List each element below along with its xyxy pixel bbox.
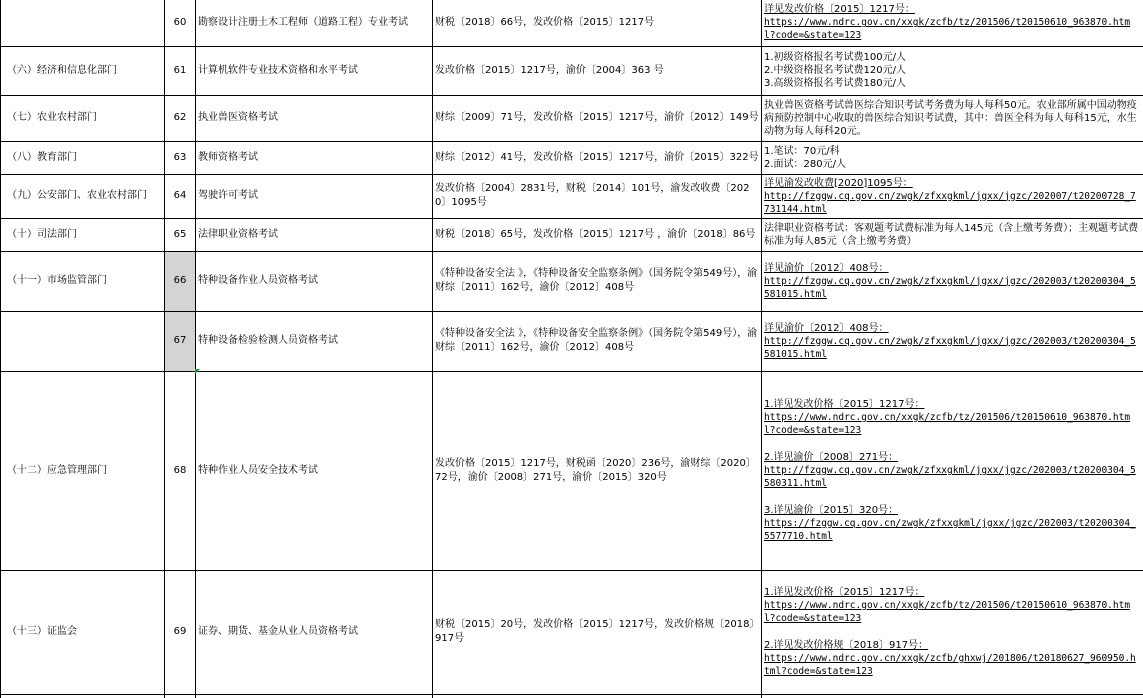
number-cell[interactable]: 64 [165,174,196,218]
notes-cell[interactable] [762,0,1143,46]
basis-cell[interactable]: 财税〔2015〕20号，发改价格〔2015〕1217号，发改价格规〔2018〕917号 [433,570,762,694]
exam-cell[interactable]: 法律职业资格考试 [196,218,433,251]
table-row [1,141,1143,174]
note-line: 3.高级资格报名考试费180元/人 [764,78,906,89]
exam-cell[interactable]: 特种设备作业人员资格考试 [196,251,433,311]
basis-cell[interactable]: 财税〔2018〕66号，发改价格〔2015〕1217号 [433,0,762,46]
note-link[interactable]: https://www.ndrc.gov.cn/xxgk/zcfb/tz/201506/t20150610_963870.html?code=&state=123 [764,412,1131,436]
number-cell[interactable]: 68 [165,371,196,570]
cell-comment-marker [195,369,200,374]
note-line: 详见渝价〔2012〕408号： [764,262,889,274]
notes-cell[interactable] [762,141,1143,174]
basis-cell[interactable]: 《特种设备安全法 》，《特种设备安全监察条例》（国务院令第549号），渝财综〔2011〕162号，渝价〔2012〕408号 [433,251,762,311]
empty-cell[interactable] [762,694,1143,698]
empty-cell[interactable] [165,694,196,698]
note-link[interactable]: https://www.ndrc.gov.cn/xxgk/zcfb/tz/201506/t20150610_963870.html?code=&state=123 [764,17,1131,42]
exam-cell[interactable]: 特种设备检验检测人员资格考试 [196,311,433,371]
notes-cell[interactable] [762,570,1143,694]
note-line: 详见发改价格〔2015〕1217号： [764,4,915,16]
note-line: 1.详见发改价格〔2015〕1217号： [764,587,925,598]
note-line: 2.详见渝价〔2008〕271号： [764,452,899,463]
table-row [1,46,1143,95]
table-row [1,371,1143,570]
note-line: 详见渝发改收费[2020]1095号： [764,177,913,189]
note-link[interactable]: http://fzggw.cq.gov.cn/zwgk/zfxxgkml/jgxx/jgzc/202003/t20200304_5580311.html [764,465,1136,489]
department-cell[interactable]: （十一）市场监管部门 [1,251,165,311]
notes-cell[interactable] [762,174,1143,218]
table-row [1,570,1143,694]
number-cell[interactable]: 65 [165,218,196,251]
note-line: 1.初级资格报名考试费100元/人 [764,52,906,63]
exam-cell[interactable]: 执业兽医资格考试 [196,95,433,141]
spacer [764,625,1141,639]
department-cell[interactable]: （八）教育部门 [1,141,165,174]
department-cell[interactable]: （七）农业农村部门 [1,95,165,141]
table-row [1,218,1143,251]
note-line: 1.详见发改价格〔2015〕1217号： [764,399,925,410]
note-link[interactable]: http://fzggw.cq.gov.cn/zwgk/zfxxgkml/jgxx/jgzc/202003/t20200304_5581015.html [764,335,1136,360]
empty-cell[interactable] [433,694,762,698]
table-row [1,174,1143,218]
number-cell[interactable]: 61 [165,46,196,95]
note-line: 详见渝价〔2012〕408号： [764,322,889,334]
department-cell[interactable]: （九）公安部门、农业农村部门 [1,174,165,218]
note-link[interactable]: http://fzggw.cq.gov.cn/zwgk/zfxxgkml/jgxx/jgzc/202007/t20200728_7731144.html [764,190,1136,215]
exam-cell[interactable]: 驾驶许可考试 [196,174,433,218]
department-cell[interactable]: （十二）应急管理部门 [1,371,165,570]
spacer [764,437,1141,451]
number-cell[interactable]: 69 [165,570,196,694]
table-row [1,95,1143,141]
exam-cell[interactable]: 证券、期货、基金从业人员资格考试 [196,570,433,694]
basis-cell[interactable]: 财综〔2009〕71号，发改价格〔2015〕1217号，渝价〔2012〕149号 [433,95,762,141]
table-row [1,694,1143,698]
notes-cell[interactable] [762,251,1143,311]
number-cell[interactable]: 67 [165,311,196,371]
notes-cell[interactable] [762,46,1143,95]
basis-cell[interactable]: 发改价格〔2004〕2831号，财税〔2014〕101号，渝发改收费〔2020〕1095号 [433,174,762,218]
notes-cell[interactable] [762,311,1143,371]
table-row [1,251,1143,311]
number-cell[interactable]: 66 [165,251,196,311]
exam-cell[interactable]: 教师资格考试 [196,141,433,174]
exam-cell[interactable]: 勘察设计注册土木工程师（道路工程）专业考试 [196,0,433,46]
empty-cell[interactable] [196,694,433,698]
note-link[interactable]: https://fzggw.cq.gov.cn/zwgk/zfxxgkml/jgxx/jgzc/202003/t20200304_5577710.html [764,518,1136,542]
department-cell[interactable] [1,0,165,46]
number-cell[interactable]: 60 [165,0,196,46]
note-line: 3.详见渝价〔2015〕320号： [764,505,899,516]
spacer [764,490,1141,504]
empty-cell[interactable] [1,694,165,698]
note-line: 2.详见发改价格规〔2018〕917号： [764,640,929,651]
basis-cell[interactable]: 发改价格〔2015〕1217号，财税函〔2020〕236号，渝财综〔2020〕72号，渝价〔2008〕271号，渝价〔2015〕320号 [433,371,762,570]
basis-cell[interactable]: 财税〔2018〕65号，发改价格〔2015〕1217号 ，渝价〔2018〕86号 [433,218,762,251]
note-link[interactable]: https://www.ndrc.gov.cn/xxgk/zcfb/tz/201506/t20150610_963870.html?code=&state=123 [764,600,1131,624]
basis-cell[interactable]: 发改价格〔2015〕1217号，渝价〔2004〕363 号 [433,46,762,95]
department-cell[interactable]: （十）司法部门 [1,218,165,251]
notes-cell[interactable]: 执业兽医资格考试兽医综合知识考试考务费为每人每科50元。农业部所属中国动物疫病预防控制中心收取的兽医综合知识考试费，其中：兽医全科为每人每科15元，水生动物为每人每科20元。 [762,95,1143,141]
note-link[interactable]: http://fzggw.cq.gov.cn/zwgk/zfxxgkml/jgxx/jgzc/202003/t20200304_5581015.html [764,275,1136,300]
number-cell[interactable]: 63 [165,141,196,174]
exam-cell[interactable]: 计算机软件专业技术资格和水平考试 [196,46,433,95]
exam-cell[interactable]: 特种作业人员安全技术考试 [196,371,433,570]
table-row [1,0,1143,46]
department-cell[interactable]: （六）经济和信息化部门 [1,46,165,95]
basis-cell[interactable]: 《特种设备安全法 》，《特种设备安全监察条例》（国务院令第549号），渝财综〔2011〕162号，渝价〔2012〕408号 [433,311,762,371]
department-cell[interactable]: （十三）证监会 [1,570,165,694]
note-line: 2.面试：280元/人 [764,158,846,170]
notes-cell[interactable]: 法律职业资格考试：客观题考试费标准为每人145元（含上缴考务费）；主观题考试费标准为每人85元（含上缴考务费） [762,218,1143,251]
basis-cell[interactable]: 财综〔2012〕41号，发改价格〔2015〕1217号，渝价〔2015〕322号 [433,141,762,174]
note-line: 2.中级资格报名考试费120元/人 [764,65,906,76]
department-cell[interactable] [1,311,165,371]
number-cell[interactable]: 62 [165,95,196,141]
note-line: 1.笔试：70元/科 [764,145,840,157]
table-row [1,311,1143,371]
notes-cell[interactable] [762,371,1143,570]
note-link[interactable]: https://www.ndrc.gov.cn/xxgk/zcfb/ghxwj/201806/t20180627_960950.html?code=&state=123 [764,653,1136,677]
